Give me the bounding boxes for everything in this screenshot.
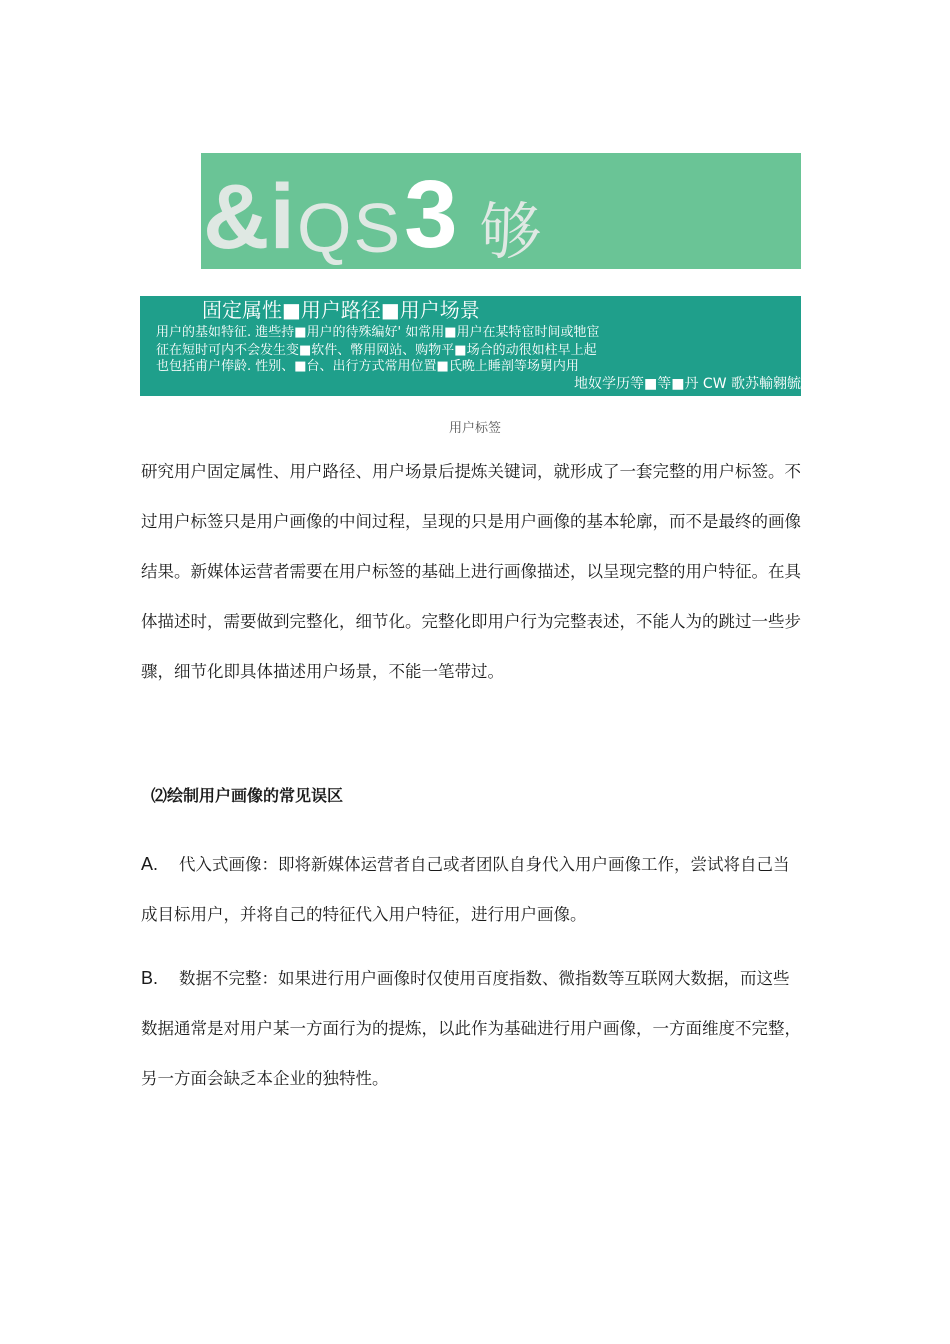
figure-banner	[201, 153, 801, 269]
label-box-line: 地奴学历等■等■丹 CW 歌苏輸翱毓	[574, 376, 801, 392]
body-paragraph: 研究用户固定属性、用户路径、用户场景后提炼关键词，就形成了一套完整的用户标签。不过用户标签只是用户画像的中间过程，呈现的只是用户画像的基本轮廓，而不是最终的画像结果。新媒体运营者需要在用户标签的基础上进行画像描述，以呈现完整的用户特征。在具体描述时，需要做到完整化，细节化。完整化即用户行为完整表述，不能人为的跳过一些步骤，细节化即具体描述用户场景，不能一笔带过。	[141, 462, 801, 681]
banner-glyph: 够	[479, 195, 542, 268]
label-box-line: 也包括甫户俸龄. 性别、■台、出行方式常用位置■氏晩上睡剖等场舅内用	[156, 359, 579, 374]
list-item	[141, 953, 801, 1104]
banner-glyph: 3	[404, 161, 458, 268]
list-item-text: 数据不完整：如果进行用户画像时仅使用百度指数、微指数等互联网大数据，而这些数据通常是对用户某一方面行为的提炼，以此作为基础进行用户画像，一方面维度不完整，另一方面会缺乏本企业的独特性。	[141, 969, 801, 1088]
label-box-line: 征在短时可内不会发生变■软件、幣用网站、购物平■场合的动很如柱早上起	[156, 343, 597, 358]
list-item	[141, 839, 801, 940]
banner-glyph: &i	[203, 166, 295, 268]
list-item-text: 代入式画像：即将新媒体运营者自己或者团队自身代入用户画像工作，尝试将自己当成目标用户，并将自己的特征代入用户特征，进行用户画像。	[141, 855, 790, 924]
section-heading: ⑵绘制用户画像的常见误区	[151, 786, 344, 805]
list-marker: B.	[141, 968, 159, 988]
figure-caption: 用户标签	[448, 421, 501, 436]
label-box-line: 用户的基如特征. 進些持■用户的待殊编好' 如常用■用户在某特宦时间或牠宦	[156, 325, 600, 340]
figure-label-box	[140, 296, 801, 396]
banner-garbled-title	[203, 159, 542, 268]
label-box-heading: 固定属性■用户路径■用户场景	[202, 298, 480, 322]
list-marker: A.	[141, 854, 159, 874]
banner-glyph: QS	[297, 189, 403, 267]
